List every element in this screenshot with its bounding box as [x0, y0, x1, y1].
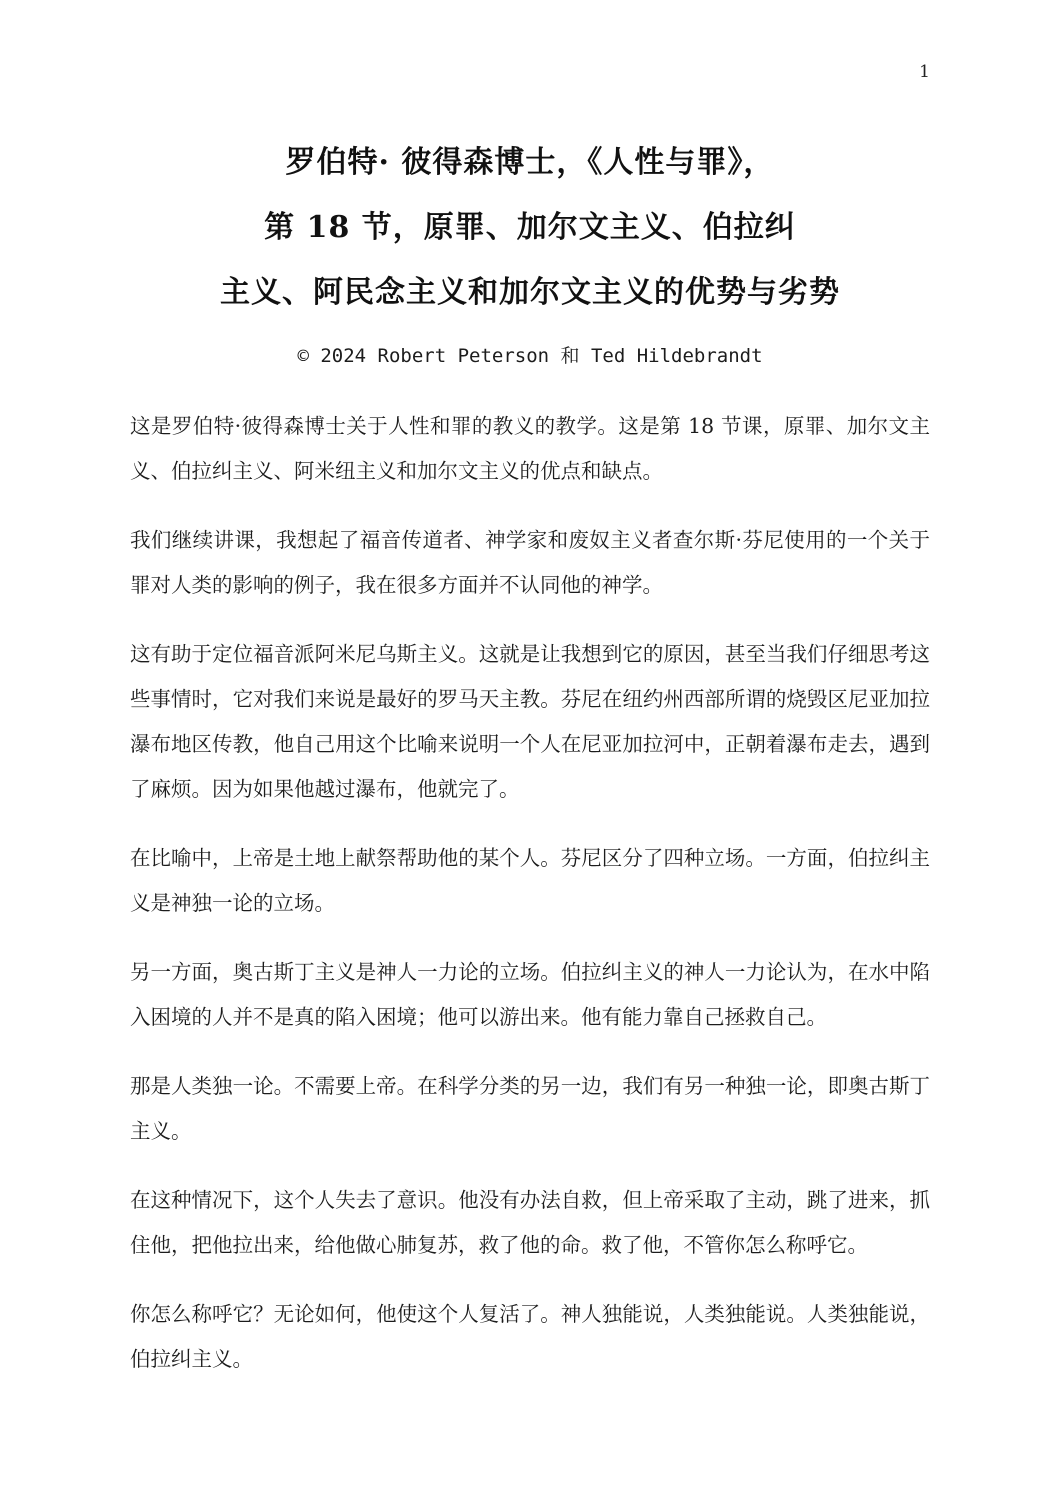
document-title: [130, 130, 930, 325]
body-text: [130, 404, 930, 1382]
page-number: 1: [919, 62, 930, 82]
paragraph: 在比喻中，上帝是土地上献祭帮助他的某个人。芬尼区分了四种立场。一方面，伯拉纠主义是神独一论的立场。: [130, 846, 930, 915]
paragraph: 这有助于定位福音派阿米尼乌斯主义。这就是让我想到它的原因，甚至当我们仔细思考这些事情时，它对我们来说是最好的罗马天主教。芬尼在纽约州西部所谓的烧毁区尼亚加拉瀑布地区传教，他自己用这个比喻来说明一个人在尼亚加拉河中，正朝着瀑布走去，遇到了麻烦。因为如果他越过瀑布，他就完了。: [130, 642, 930, 801]
paragraph: 你怎么称呼它？无论如何，他使这个人复活了。神人独能说，人类独能说。人类独能说，伯拉纠主义。: [130, 1302, 930, 1371]
title-line-3: 主义、阿民念主义和加尔文主义的优势与劣势: [220, 275, 840, 310]
copyright-line: © 2024 Robert Peterson 和 Ted Hildebrandt: [297, 345, 763, 367]
paragraph: 那是人类独一论。不需要上帝。在科学分类的另一边，我们有另一种独一论，即奥古斯丁主义。: [130, 1074, 930, 1143]
paragraph: 这是罗伯特·彼得森博士关于人性和罪的教义的教学。这是第 18 节课，原罪、加尔文主义、伯拉纠主义、阿米纽主义和加尔文主义的优点和缺点。: [130, 414, 930, 483]
title-line-1: 罗伯特· 彼得森博士，《人性与罪》，: [285, 145, 775, 180]
paragraph: 在这种情况下，这个人失去了意识。他没有办法自救，但上帝采取了主动，跳了进来，抓住他，把他拉出来，给他做心肺复苏，救了他的命。救了他，不管你怎么称呼它。: [130, 1188, 930, 1257]
paragraph: 我们继续讲课，我想起了福音传道者、神学家和废奴主义者查尔斯·芬尼使用的一个关于罪对人类的影响的例子，我在很多方面并不认同他的神学。: [130, 528, 930, 597]
title-line-2: 第 18 节，原罪、加尔文主义、伯拉纠: [264, 210, 796, 245]
paragraph: 另一方面，奥古斯丁主义是神人一力论的立场。伯拉纠主义的神人一力论认为，在水中陷入困境的人并不是真的陷入困境；他可以游出来。他有能力靠自己拯救自己。: [130, 960, 930, 1029]
